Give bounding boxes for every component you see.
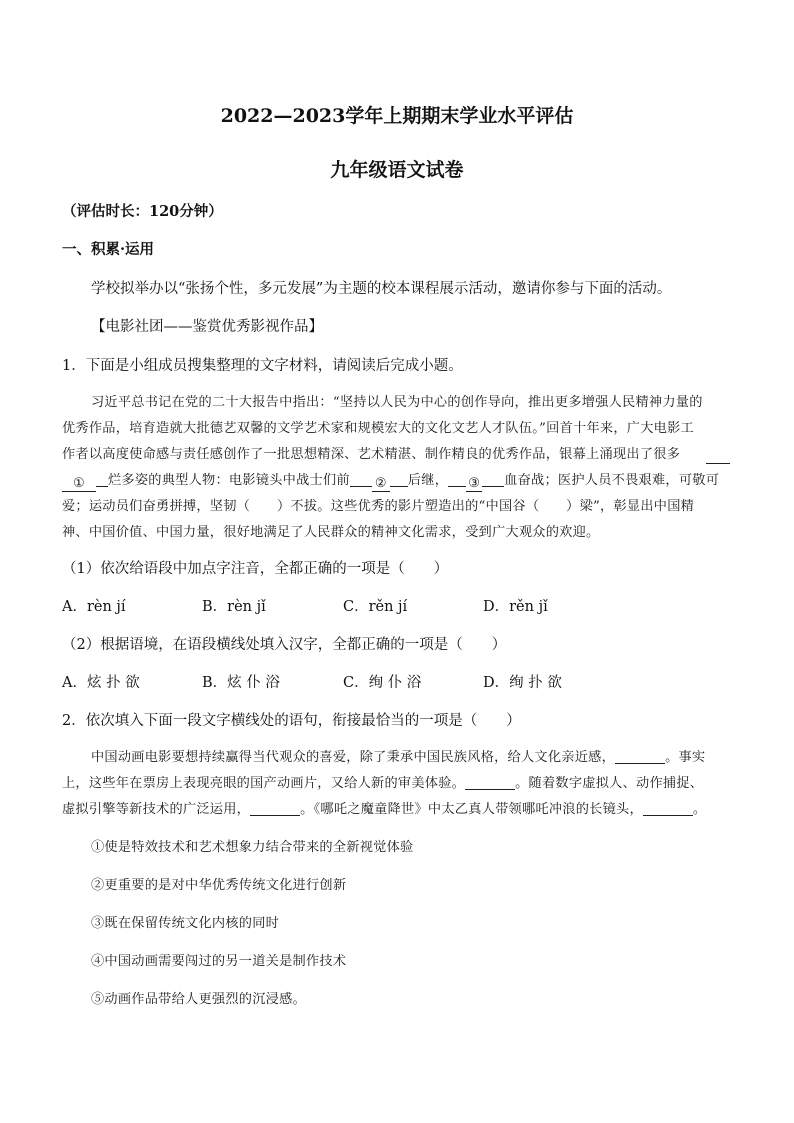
blank bbox=[643, 800, 693, 816]
option-c[interactable]: C．rěn jí bbox=[343, 599, 408, 615]
choice-item: ③既在保留传统文化内核的同时 bbox=[91, 916, 280, 931]
passage-text: 。随着数字虚拟人、动作捕捉、 bbox=[515, 776, 704, 791]
passage-text: 上，这些年在票房上表现亮眼的国产动画片，又给人新的审美体验。 bbox=[62, 776, 466, 791]
section-intro: 学校拟举办以“张扬个性，多元发展”为主题的校本课程展示活动，邀请你参与下面的活动。 bbox=[91, 281, 672, 297]
passage-text: 虚拟引擎等新技术的广泛运用， bbox=[62, 802, 251, 817]
choice-item: ⑤动画作品带给人更强烈的沉浸感。 bbox=[91, 992, 306, 1007]
passage-text: 。事实 bbox=[665, 750, 706, 765]
passage-line: 神、中国价值、中国力量，很好地满足了人民群众的精神文化需求，受到广大观众的欢迎。 bbox=[62, 525, 600, 540]
club-title: 【电影社团——鉴赏优秀影视作品】 bbox=[91, 319, 323, 335]
passage-text: 中国动画电影要想持续赢得当代观众的喜爱，除了秉承中国民族风格，给人文化亲近感， bbox=[91, 750, 616, 765]
option-a[interactable]: A．rèn jí bbox=[62, 599, 126, 615]
question-1-2-stem: （2）根据语境，在语段横线处填入汉字，全都正确的一项是（ ） bbox=[62, 637, 507, 653]
passage-text: 血奋战；医护人员不畏艰难，可敬可 bbox=[504, 473, 720, 488]
question-1-1-stem: （1）依次给语段中加点字注音，全都正确的一项是（ ） bbox=[62, 561, 449, 577]
blank-2: ② bbox=[372, 476, 390, 492]
blank bbox=[615, 748, 665, 764]
passage-line bbox=[62, 798, 706, 817]
passage-line: 优秀作品，培育造就大批德艺双馨的文学艺术家和规模宏大的文化文艺人才队伍。”回首十年来，广大电影工 bbox=[62, 421, 694, 436]
choice-item: ④中国动画需要闯过的另一道关是制作技术 bbox=[91, 954, 347, 969]
question-2-stem: 2．依次填入下面一段文字横线处的语句，衔接最恰当的一项是（ ） bbox=[62, 713, 521, 729]
passage-text: 后继， bbox=[407, 473, 449, 488]
passage-line bbox=[91, 746, 705, 765]
option-a[interactable]: A．炫 扑 欲 bbox=[62, 675, 140, 691]
option-d[interactable]: D．rěn jǐ bbox=[483, 599, 548, 615]
question-1-stem: 1．下面是小组成员搜集整理的文字材料，请阅读后完成小题。 bbox=[62, 358, 463, 374]
blank bbox=[465, 774, 515, 790]
passage-line bbox=[62, 469, 719, 492]
exam-title: 2022—2023学年上期期末学业水平评估 bbox=[220, 105, 574, 127]
exam-duration: （评估时长：120分钟） bbox=[62, 203, 223, 220]
passage-line: 习近平总书记在党的二十大报告中指出：“坚持以人民为中心的创作导向，推出更多增强人民精神力量的 bbox=[91, 395, 703, 410]
blank-line-end bbox=[706, 446, 730, 465]
passage-line: 爱；运动员们奋勇拼搏，坚韧（ ）不拔。这些优秀的影片塑造出的“中国谷（ ）梁”，彰显出中国精 bbox=[62, 499, 695, 514]
passage-line: 作者以高度使命感与责任感创作了一批思想精深、艺术精湛、制作精良的优秀作品，银幕上涌现出了很多 bbox=[62, 447, 681, 462]
option-b[interactable]: B．rèn jǐ bbox=[202, 599, 266, 615]
choice-item: ②更重要的是对中华优秀传统文化进行创新 bbox=[91, 878, 347, 893]
blank bbox=[250, 800, 300, 816]
section-heading: 一、积累·运用 bbox=[62, 241, 155, 258]
option-d[interactable]: D．绚 扑 欲 bbox=[483, 675, 562, 691]
choice-item: ①使是特效技术和艺术想象力结合带来的全新视觉体验 bbox=[91, 840, 414, 855]
blank-3: ③ bbox=[466, 476, 482, 492]
option-b[interactable]: B．炫 仆 浴 bbox=[202, 675, 280, 691]
option-c[interactable]: C．绚 仆 浴 bbox=[343, 675, 422, 691]
passage-text: 。《哪吒之魔童降世》中太乙真人带领哪吒冲浪的长镜头， bbox=[300, 802, 643, 817]
passage-line bbox=[62, 772, 703, 791]
exam-subtitle: 九年级语文试卷 bbox=[330, 159, 464, 181]
blank-1: ① bbox=[62, 476, 96, 492]
passage-text: 。 bbox=[692, 802, 707, 817]
passage-text: 烂多姿的典型人物：电影镜头中战士们前 bbox=[108, 473, 350, 488]
